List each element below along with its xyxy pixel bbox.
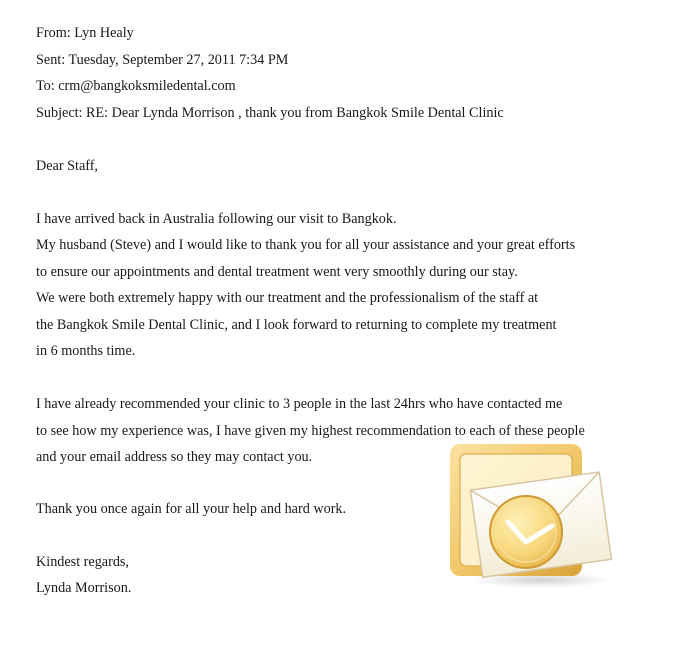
subject-line: Subject: RE: Dear Lynda Morrison , thank you from Bangkok Smile Dental Clinic (36, 105, 504, 121)
body-line: We were both extremely happy with our treatment and the professionalism of the staff at (36, 290, 539, 306)
from-line: From: Lyn Healy (36, 25, 134, 41)
body-line: the Bangkok Smile Dental Clinic, and I look forward to returning to complete my treatment (36, 317, 557, 333)
body-line: to see how my experience was, I have given my highest recommendation to each of these people (36, 423, 585, 439)
signature: Lynda Morrison. (36, 580, 132, 596)
body-line: I have arrived back in Australia following our visit to Bangkok. (36, 211, 397, 227)
closing-line: Thank you once again for all your help and hard work. (36, 501, 347, 517)
body-line: My husband (Steve) and I would like to thank you for all your assistance and your great efforts (36, 237, 576, 253)
body-line: and your email address so they may contact you. (36, 449, 313, 465)
sent-line: Sent: Tuesday, September 27, 2011 7:34 PM (36, 52, 289, 68)
outlook-envelope-clock-icon (446, 440, 616, 590)
body-line: to ensure our appointments and dental treatment went very smoothly during our stay. (36, 264, 518, 280)
signoff: Kindest regards, (36, 554, 129, 570)
body-line: I have already recommended your clinic to 3 people in the last 24hrs who have contacted me (36, 396, 563, 412)
body-line: in 6 months time. (36, 343, 136, 359)
greeting: Dear Staff, (36, 158, 98, 174)
to-line: To: crm@bangkoksmiledental.com (36, 78, 236, 94)
